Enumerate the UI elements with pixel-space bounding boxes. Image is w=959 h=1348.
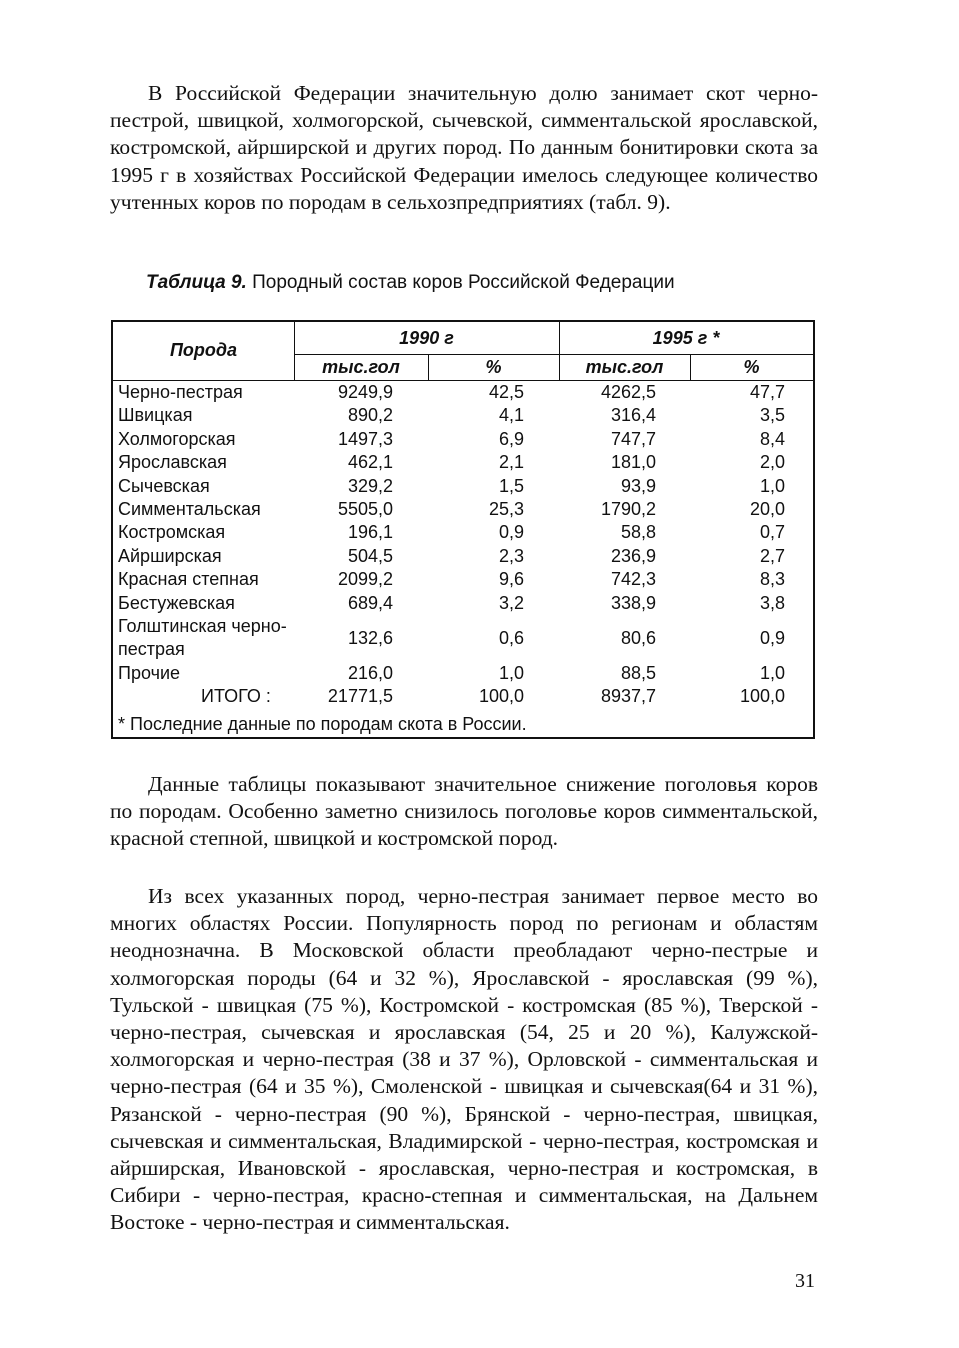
- breed-name: Прочие: [118, 662, 181, 683]
- breed-name: Костромская: [118, 522, 226, 543]
- header-1995: 1995 г *: [652, 328, 720, 348]
- breed-name: Бестужевская: [118, 592, 235, 613]
- percent-1990: 1,5: [498, 475, 524, 496]
- table-caption: [146, 272, 675, 294]
- percent-1995: 0,9: [759, 627, 785, 648]
- count-1995: 4262,5: [600, 382, 656, 402]
- percent-1995: 8,3: [759, 569, 785, 590]
- header-1995-percent: %: [743, 357, 760, 377]
- breed-name: Голштинская черно-пестрая: [118, 615, 287, 659]
- count-1990: 504,5: [347, 545, 393, 566]
- header-1990-thousands: тыс.гол: [322, 357, 400, 377]
- table-row: [113, 451, 813, 474]
- count-1990: 132,6: [347, 627, 393, 648]
- percent-1990: 0,9: [498, 522, 524, 543]
- count-1990: 2099,2: [337, 569, 393, 590]
- percent-1990: 1,0: [498, 662, 524, 683]
- total-percent-1990: 100,0: [478, 686, 524, 707]
- count-1990: 890,2: [347, 405, 393, 426]
- percent-1995: 47,7: [749, 382, 785, 402]
- total-label: ИТОГО :: [201, 686, 271, 707]
- table-body: [113, 381, 813, 709]
- table-row: [113, 521, 813, 544]
- table-row: [113, 592, 813, 615]
- table-row: [113, 404, 813, 427]
- percent-1990: 6,9: [498, 428, 524, 449]
- table-row: [113, 615, 813, 662]
- percent-1990: 25,3: [488, 498, 524, 519]
- total-percent-1995: 100,0: [739, 686, 785, 707]
- count-1995: 742,3: [610, 569, 656, 590]
- table-row: [113, 545, 813, 568]
- percent-1990: 2,1: [498, 452, 524, 473]
- percent-1995: 2,7: [759, 545, 785, 566]
- analysis-paragraph: Данные таблицы показывают значительное снижение поголовья коров по породам. Особенно заметно снизилось поголовье коров симментальской, красной степной, швицкой и костромской пород.: [110, 772, 818, 851]
- breed-name: Айрширская: [118, 545, 222, 566]
- percent-1995: 3,5: [759, 405, 785, 426]
- table-row: [113, 428, 813, 451]
- count-1990: 5505,0: [337, 498, 393, 519]
- breed-name: Черно-пестрая: [118, 382, 243, 402]
- count-1995: 80,6: [620, 627, 656, 648]
- count-1995: 181,0: [610, 452, 656, 473]
- regions-paragraph: Из всех указанных пород, черно-пестрая занимает первое место во многих областях России. Популярность пород по регионам и областям неоднозначна. В Московской области преобладают черно-пестрые и холмогорская породы (64 и 32 %), Ярославской - ярославская (99 %), Тульской - швицкая (75 %), Костромской - костромская (85 %), Тверской - черно-пестрая, сычевская и ярославская (54, 25 и 20 %), Калужской- холмогорская и черно-пестрая (38 и 37 %), Орловской - симментальская и черно-пестрая (64 и 35 %), Смоленской - швицкая и сычевская(64 и 31 %), Рязанской - черно-пестрая (90 %), Брянской - черно-пестрая, швицкая, сычевская и симментальская, Владимирской - черно-пестрая, костромская и айрширская, Ивановской - ярославская, черно-пестрая и костромская, в Сибири - черно-пестрая, красно-степная и симментальская, на Дальнем Востоке - черно-пестрая и симментальская.: [110, 884, 818, 1235]
- count-1995: 93,9: [620, 475, 656, 496]
- percent-1995: 1,0: [759, 475, 785, 496]
- intro-paragraph: В Российской Федерации значительную долю занимает скот черно-пестрой, швицкой, холмогорской, сычевской, симментальской ярославской, костромской, айрширской и других пород. По данным бонитировки скота за 1995 г в хозяйствах Российской Федерации имелось следующее количество учтенных коров по породам в сельхозпредприятиях (табл. 9).: [110, 81, 818, 214]
- page-number: 31: [795, 1270, 815, 1292]
- breed-name: Швицкая: [118, 405, 193, 426]
- percent-1990: 9,6: [498, 569, 524, 590]
- percent-1990: 42,5: [488, 382, 524, 402]
- percent-1995: 1,0: [759, 662, 785, 683]
- total-count-1995: 8937,7: [600, 686, 656, 707]
- count-1990: 689,4: [347, 592, 393, 613]
- divider-header-mid: [294, 354, 813, 355]
- count-1990: 329,2: [347, 475, 393, 496]
- count-1995: 747,7: [610, 428, 656, 449]
- count-1990: 9249,9: [337, 382, 393, 402]
- count-1995: 338,9: [610, 592, 656, 613]
- percent-1990: 4,1: [498, 405, 524, 426]
- breed-name: Красная степная: [118, 569, 259, 590]
- percent-1990: 0,6: [498, 627, 524, 648]
- table-caption-label: Таблица 9.: [146, 272, 247, 293]
- count-1990: 1497,3: [337, 428, 393, 449]
- percent-1995: 20,0: [749, 498, 785, 519]
- breed-name: Симментальская: [118, 498, 261, 519]
- header-1995-thousands: тыс.гол: [585, 357, 664, 377]
- percent-1990: 3,2: [498, 592, 524, 613]
- breed-name: Холмогорская: [118, 428, 236, 449]
- count-1990: 216,0: [347, 662, 393, 683]
- count-1995: 88,5: [620, 662, 656, 683]
- count-1990: 462,1: [347, 452, 393, 473]
- percent-1995: 3,8: [759, 592, 785, 613]
- percent-1990: 2,3: [498, 545, 524, 566]
- breed-name: Ярославская: [118, 452, 227, 473]
- breed-table: [111, 320, 815, 739]
- count-1995: 316,4: [610, 405, 656, 426]
- table-total-row: [113, 685, 813, 708]
- header-breed: Порода: [169, 340, 238, 360]
- table-row: [113, 568, 813, 591]
- breed-name: Сычевская: [118, 475, 210, 496]
- table-caption-text: Породный состав коров Российской Федерации: [252, 272, 675, 293]
- table-footnote: * Последние данные по породам скота в России.: [118, 714, 527, 734]
- percent-1995: 8,4: [759, 428, 785, 449]
- count-1995: 1790,2: [600, 498, 656, 519]
- count-1995: 58,8: [620, 522, 656, 543]
- count-1995: 236,9: [610, 545, 656, 566]
- table-row: [113, 498, 813, 521]
- percent-1995: 0,7: [759, 522, 785, 543]
- total-count-1990: 21771,5: [327, 686, 393, 707]
- table-row: [113, 662, 813, 685]
- table-row: [113, 381, 813, 404]
- count-1990: 196,1: [347, 522, 393, 543]
- header-1990-percent: %: [485, 357, 502, 377]
- table-row: [113, 475, 813, 498]
- header-1990: 1990 г: [399, 328, 454, 348]
- percent-1995: 2,0: [759, 452, 785, 473]
